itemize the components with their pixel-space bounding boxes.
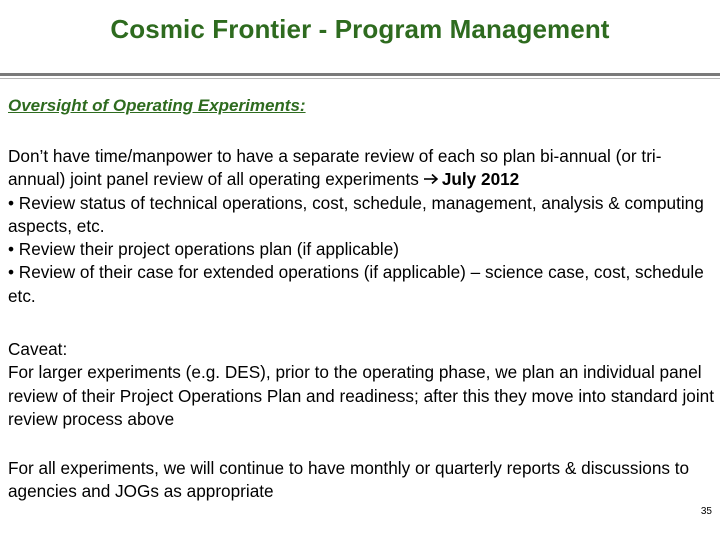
bullet-item: • Review their project operations plan (if applicable) — [8, 239, 400, 260]
section-heading: Oversight of Operating Experiments: — [8, 96, 306, 115]
review-plan-paragraph — [8, 145, 714, 308]
slide-title: Cosmic Frontier - Program Management — [110, 14, 610, 44]
review-date: July 2012 — [441, 169, 520, 190]
bullet-item: • Review status of technical operations, cost, schedule, management, analysis & computing aspects, etc. — [8, 192, 704, 236]
caveat-paragraph — [8, 338, 714, 431]
title-divider-thin — [0, 78, 720, 79]
closing-paragraph: For all experiments, we will continue to have monthly or quarterly reports & discussions to agencies and JOGs as appropriate — [8, 458, 690, 502]
page-number: 35 — [700, 506, 712, 517]
bullet-item: • Review of their case for extended operations (if applicable) – science case, cost, schedule etc. — [8, 262, 704, 306]
right-arrow-icon — [423, 168, 439, 191]
caveat-text: For larger experiments (e.g. DES), prior to the operating phase, we plan an individual panel review of their Project Operations Plan and readiness; after this they move into standard joint review process above — [8, 362, 715, 429]
review-plan-intro: Don’t have time/manpower to have a separate review of each so plan bi-annual (or tri-annual) joint panel review of all operating experiments — [8, 146, 662, 190]
title-divider — [0, 73, 720, 76]
caveat-label: Caveat: — [8, 339, 68, 359]
